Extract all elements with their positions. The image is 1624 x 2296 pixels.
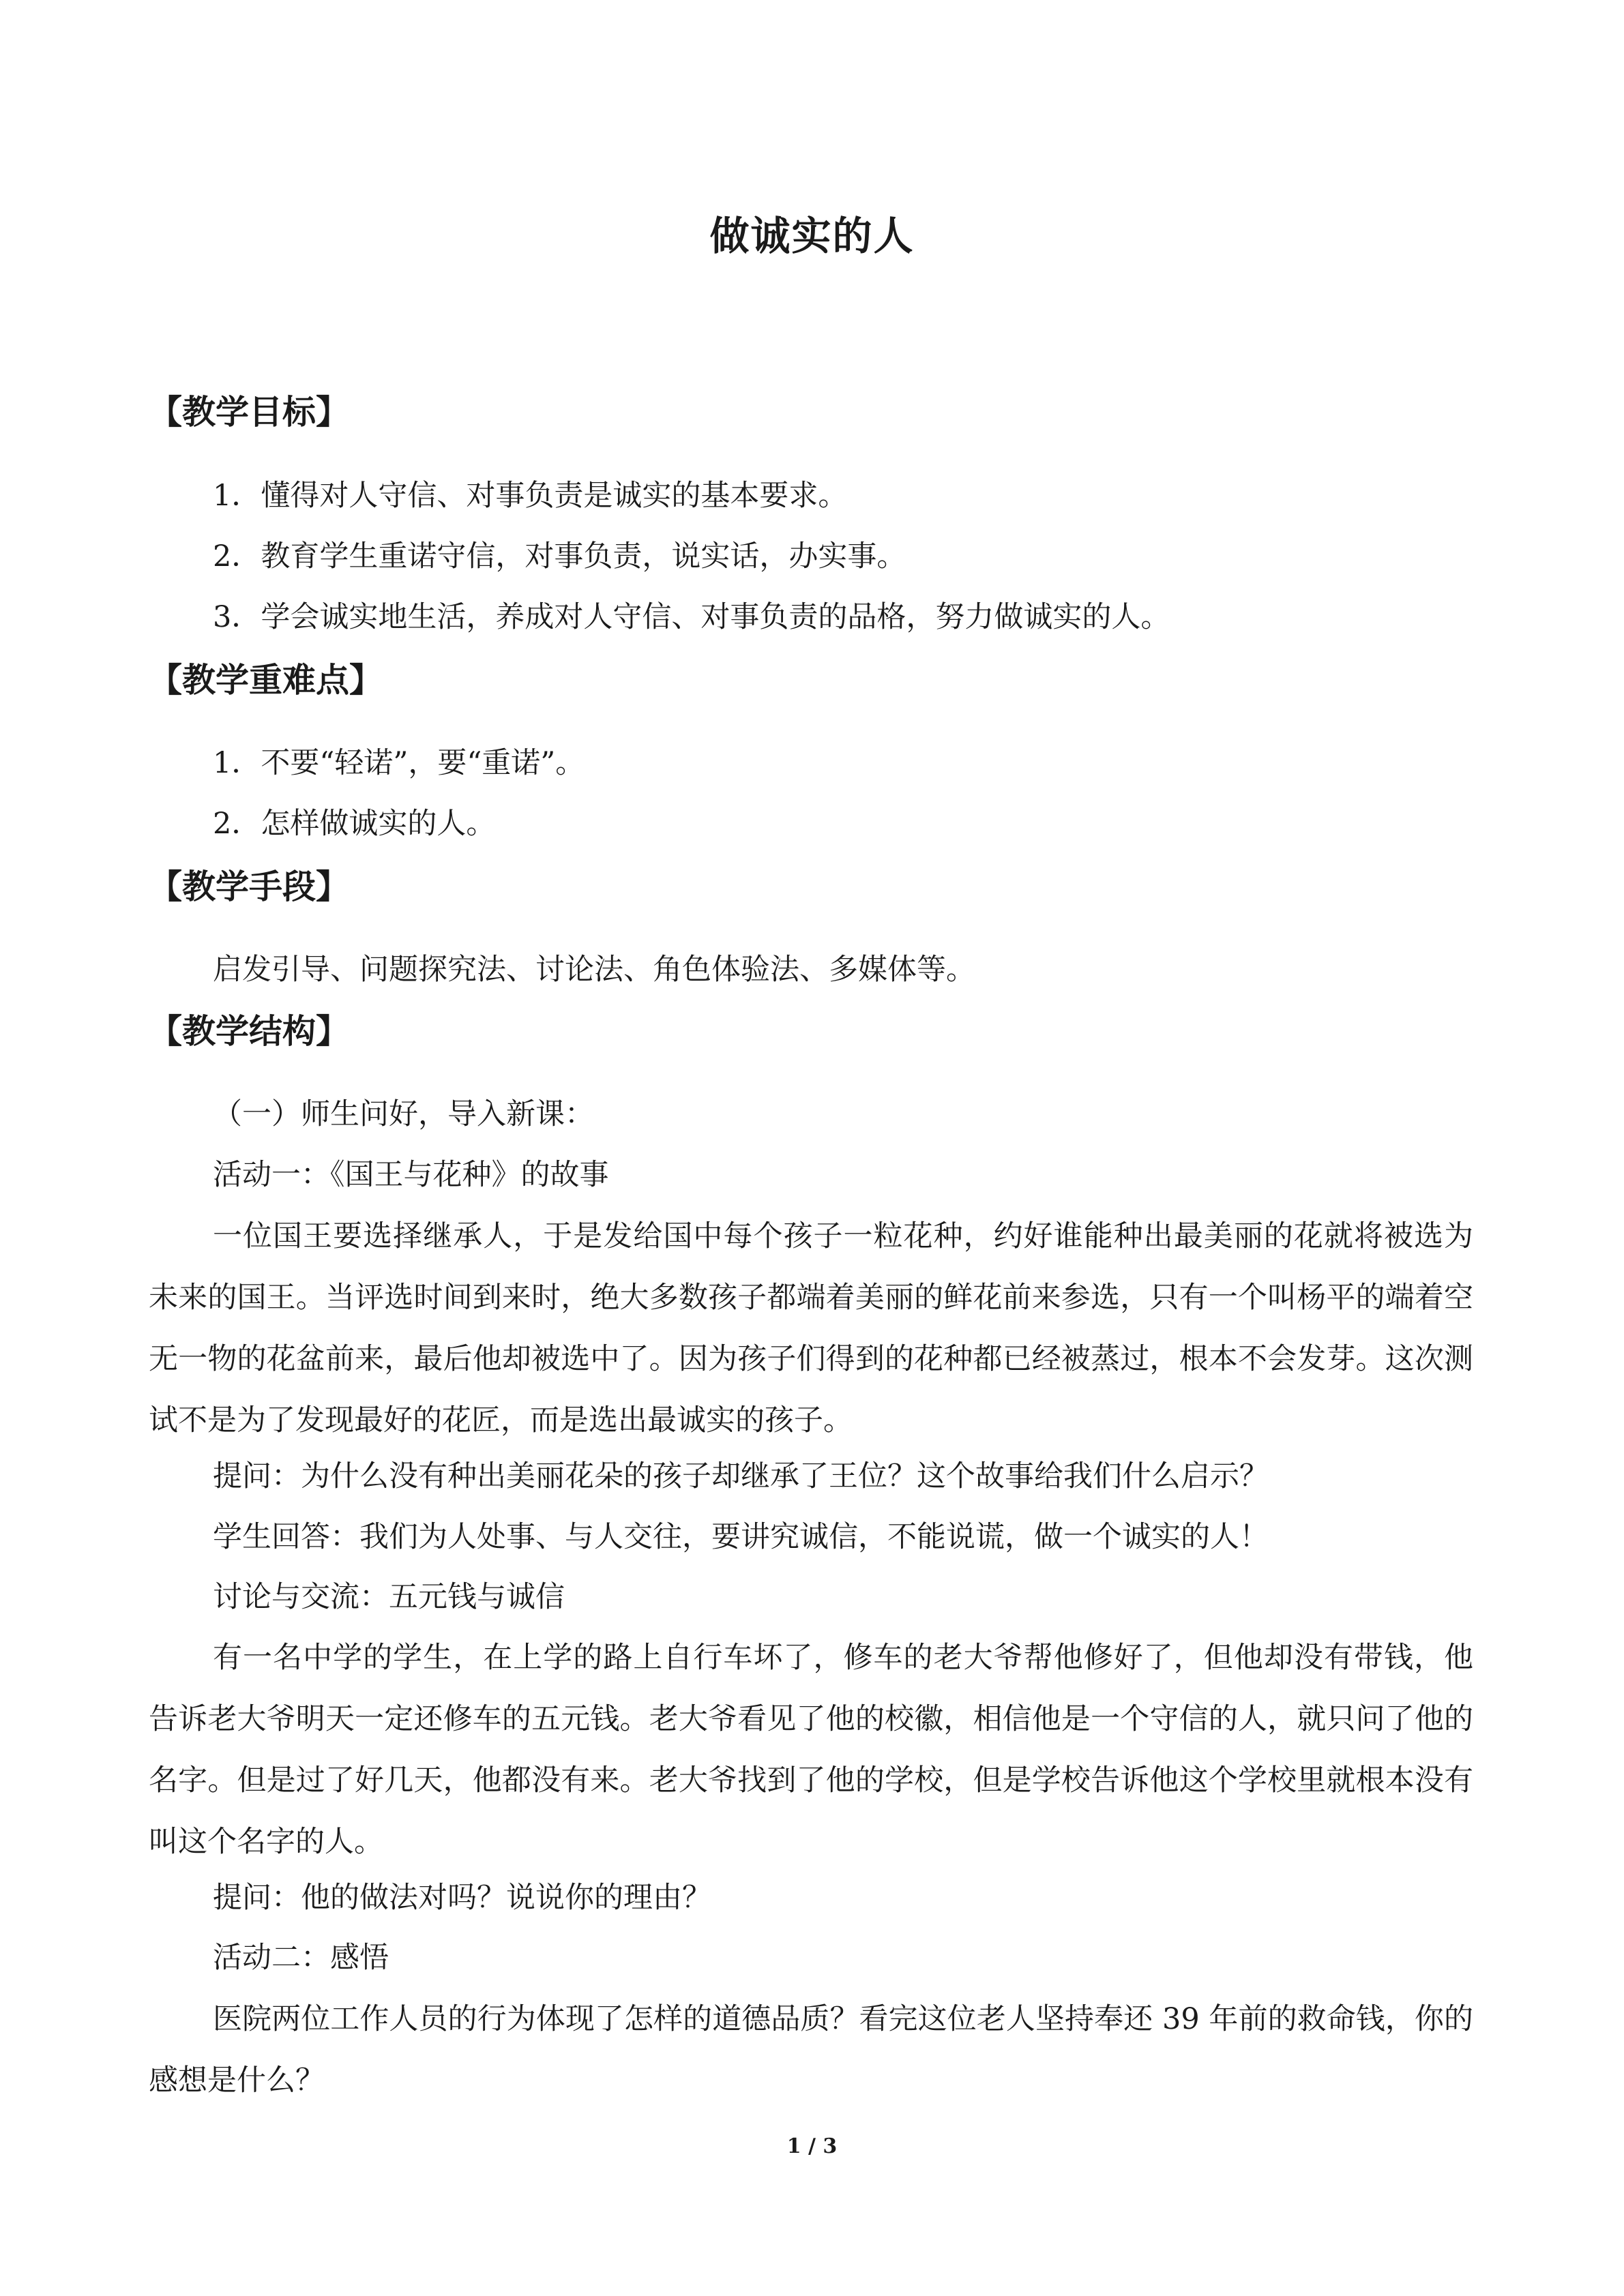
- answer-1: 学生回答：我们为人处事、与人交往，要讲究诚信，不能说谎，做一个诚实的人！: [213, 1520, 1269, 1554]
- activity-2-title: 活动二：感悟: [213, 1941, 389, 1975]
- structure-step-1: （一）师生问好，导入新课：: [213, 1097, 594, 1131]
- key-point-item-1: 1．不要“轻诺”，要“重诺”。: [213, 746, 585, 780]
- section-heading-goals: 【教学目标】: [149, 393, 350, 432]
- question-2: 提问：他的做法对吗？说说你的理由？: [213, 1881, 711, 1915]
- section-heading-structure: 【教学结构】: [149, 1012, 350, 1051]
- key-point-item-2: 2．怎样做诚实的人。: [213, 807, 496, 841]
- section-heading-methods: 【教学手段】: [149, 867, 350, 906]
- story-1-paragraph: 一位国王要选择继承人，于是发给国中每个孩子一粒花种，约好谁能种出最美丽的花就将被选为未来的国王。当评选时间到来时，绝大多数孩子都端着美丽的鲜花前来参选，只有一个叫杨平的端着空无一物的花盆前来，最后他却被选中了。因为孩子们得到的花种都已经被蒸过，根本不会发芽。这次测试不是为了发现最好的花匠，而是选出最诚实的孩子。: [149, 1219, 1473, 1437]
- page-number: 1 / 3: [786, 2134, 838, 2158]
- discussion-title: 讨论与交流：五元钱与诚信: [213, 1580, 565, 1614]
- page-title: 做诚实的人: [709, 213, 915, 259]
- goal-item-2: 2．教育学生重诺守信，对事负责，说实话，办实事。: [213, 539, 906, 573]
- goal-item-1: 1．懂得对人守信、对事负责是诚实的基本要求。: [213, 479, 848, 513]
- methods-text: 启发引导、问题探究法、讨论法、角色体验法、多媒体等。: [213, 953, 975, 987]
- question-3-paragraph: 医院两位工作人员的行为体现了怎样的道德品质？看完这位老人坚持奉还 39 年前的救命钱，你的感想是什么？: [149, 2002, 1473, 2098]
- activity-1-title: 活动一：《国王与花种》的故事: [213, 1158, 609, 1192]
- goal-item-3: 3．学会诚实地生活，养成对人守信、对事负责的品格，努力做诚实的人。: [213, 600, 1170, 634]
- section-heading-key-points: 【教学重难点】: [149, 661, 383, 700]
- story-2-paragraph: 有一名中学的学生，在上学的路上自行车坏了，修车的老大爷帮他修好了，但他却没有带钱，他告诉老大爷明天一定还修车的五元钱。老大爷看见了他的校徽，相信他是一个守信的人，就只问了他的名字。但是过了好几天，他都没有来。老大爷找到了他的学校，但是学校告诉他这个学校里就根本没有叫这个名字的人。: [149, 1641, 1473, 1859]
- question-1: 提问：为什么没有种出美丽花朵的孩子却继承了王位？这个故事给我们什么启示？: [213, 1459, 1269, 1493]
